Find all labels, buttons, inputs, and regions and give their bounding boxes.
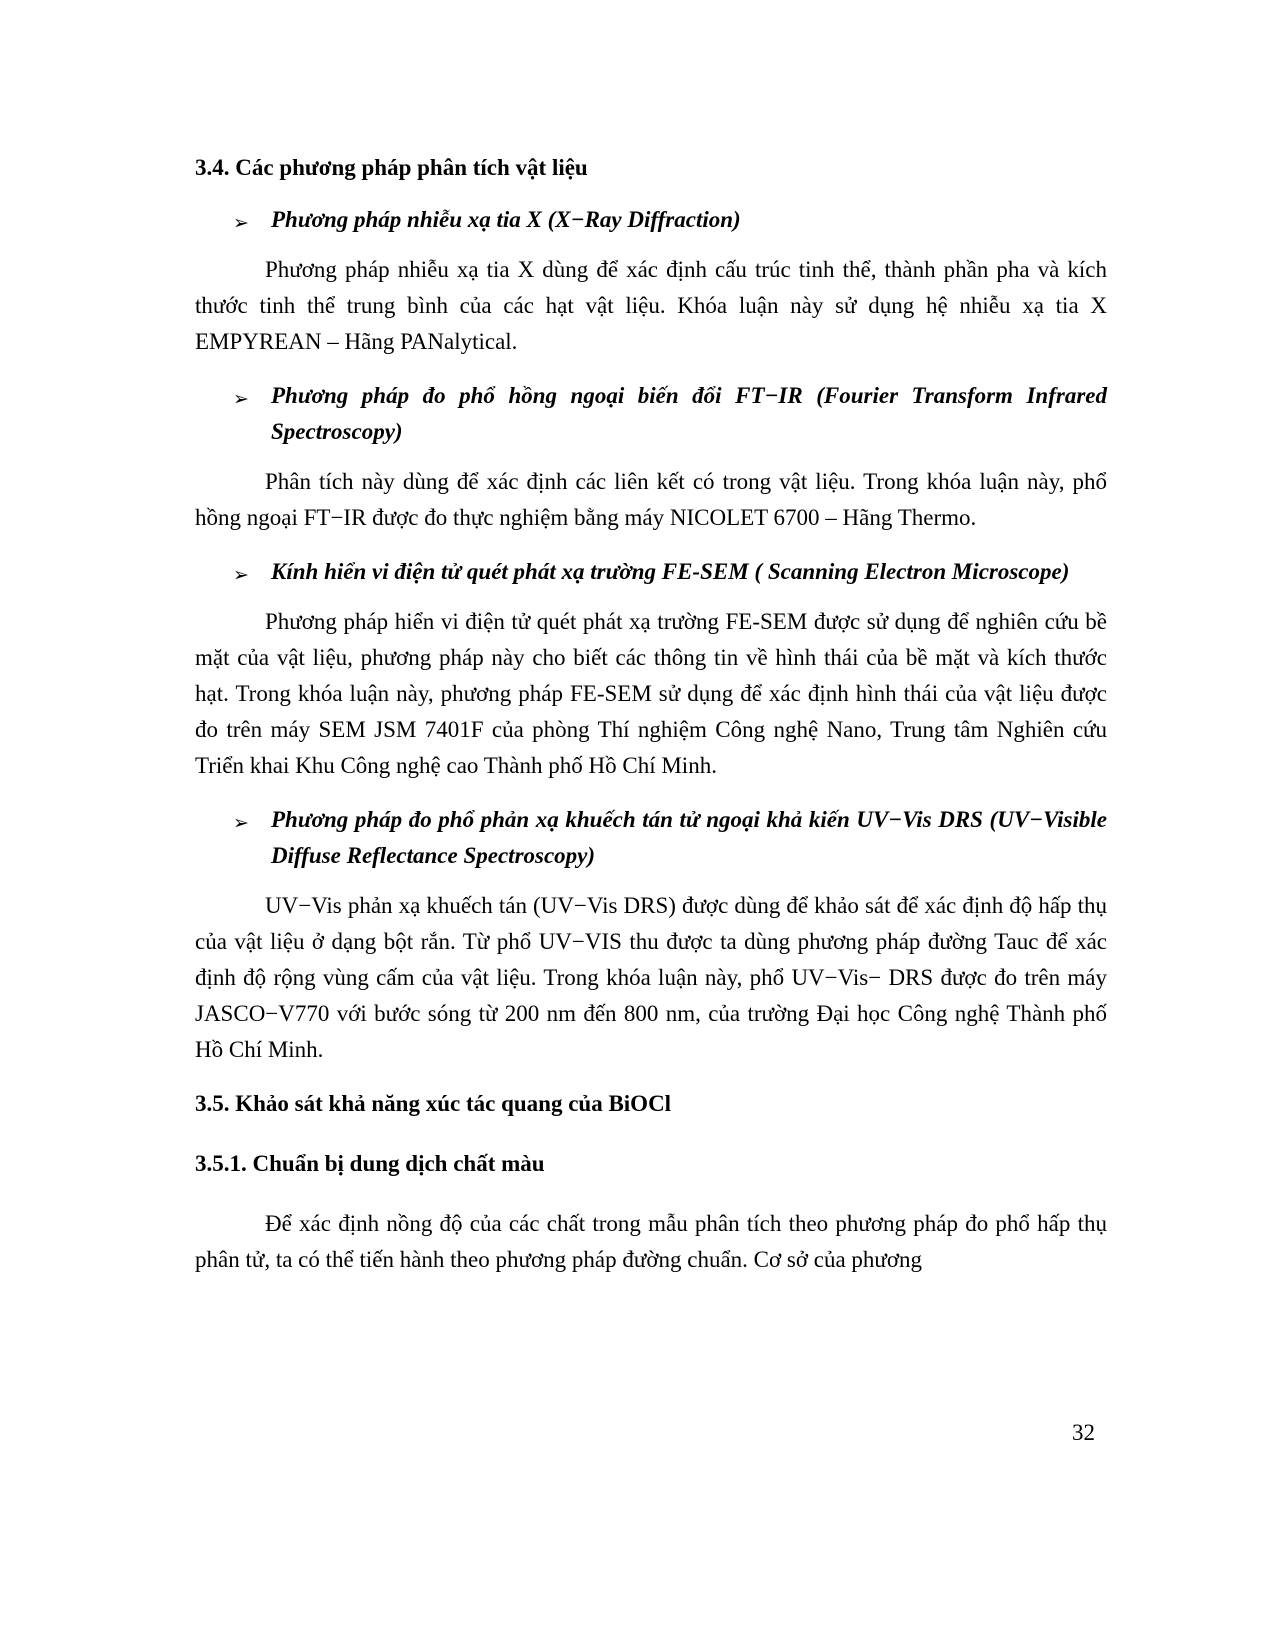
page-content: [195, 150, 1107, 1296]
bullet-item-uvvis: [195, 802, 1107, 874]
arrow-bullet-icon: ➢: [233, 212, 249, 234]
section-heading-3-5: 3.5. Khảo sát khả năng xúc tác quang của BiOCl: [195, 1091, 672, 1116]
bullet-item-ftir: [195, 378, 1107, 450]
paragraph-uvvis: UV−Vis phản xạ khuếch tán (UV−Vis DRS) được dùng để khảo sát để xác định độ hấp thụ của vật liệu ở dạng bột rắn. Từ phổ UV−VIS thu được ta dùng phương pháp đường Tauc để xác định độ rộng vùng cấm của vật liệu. Trong khóa luận này, phổ UV−Vis− DRS được đo trên máy JASCO−V770 với bước sóng từ 200 nm đến 800 nm, của trường Đại học Công nghệ Thành phố Hồ Chí Minh.: [195, 893, 1107, 1062]
arrow-bullet-icon: ➢: [233, 812, 249, 834]
arrow-bullet-icon: ➢: [233, 564, 249, 586]
bullet-title-fesem: Kính hiển vi điện tử quét phát xạ trường FE-SEM ( Scanning Electron Microscope): [271, 559, 1070, 584]
page-number: 32: [1072, 1420, 1095, 1445]
bullet-title-uvvis: Phương pháp đo phổ phản xạ khuếch tán tử ngoại khả kiến UV−Vis DRS (UV−Visible Diffuse Reflectance Spectroscopy): [271, 807, 1107, 868]
closing-paragraph: Để xác định nồng độ của các chất trong mẫu phân tích theo phương pháp đo phổ hấp thụ phân tử, ta có thể tiến hành theo phương pháp đường chuẩn. Cơ sở của phương: [195, 1211, 1107, 1272]
bullet-title-xrd: Phương pháp nhiễu xạ tia X (X−Ray Diffraction): [271, 207, 741, 232]
bullet-item-xrd: [195, 202, 1107, 238]
paragraph-ftir: Phân tích này dùng để xác định các liên kết có trong vật liệu. Trong khóa luận này, phổ hồng ngoại FT−IR được đo thực nghiệm bằng máy NICOLET 6700 – Hãng Thermo.: [195, 469, 1107, 530]
paragraph-fesem: Phương pháp hiển vi điện tử quét phát xạ trường FE-SEM được sử dụng để nghiên cứu bề mặt của vật liệu, phương pháp này cho biết các thông tin về hình thái của bề mặt và kích thước hạt. Trong khóa luận này, phương pháp FE-SEM sử dụng để xác định hình thái của vật liệu được đo trên máy SEM JSM 7401F của phòng Thí nghiệm Công nghệ Nano, Trung tâm Nghiên cứu Triển khai Khu Công nghệ cao Thành phố Hồ Chí Minh.: [195, 609, 1107, 778]
bullet-title-ftir: Phương pháp đo phổ hồng ngoại biến đổi FT−IR (Fourier Transform Infrared Spectroscopy): [271, 383, 1107, 444]
section-heading-3-4: 3.4. Các phương pháp phân tích vật liệu: [195, 155, 588, 180]
bullet-item-fesem: [195, 554, 1107, 590]
section-heading-3-5-1: 3.5.1. Chuẩn bị dung dịch chất màu: [195, 1151, 545, 1176]
arrow-bullet-icon: ➢: [233, 388, 249, 410]
paragraph-xrd: Phương pháp nhiễu xạ tia X dùng để xác định cấu trúc tinh thể, thành phần pha và kích thước tinh thể trung bình của các hạt vật liệu. Khóa luận này sử dụng hệ nhiễu xạ tia X EMPYREAN – Hãng PANalytical.: [195, 257, 1107, 354]
